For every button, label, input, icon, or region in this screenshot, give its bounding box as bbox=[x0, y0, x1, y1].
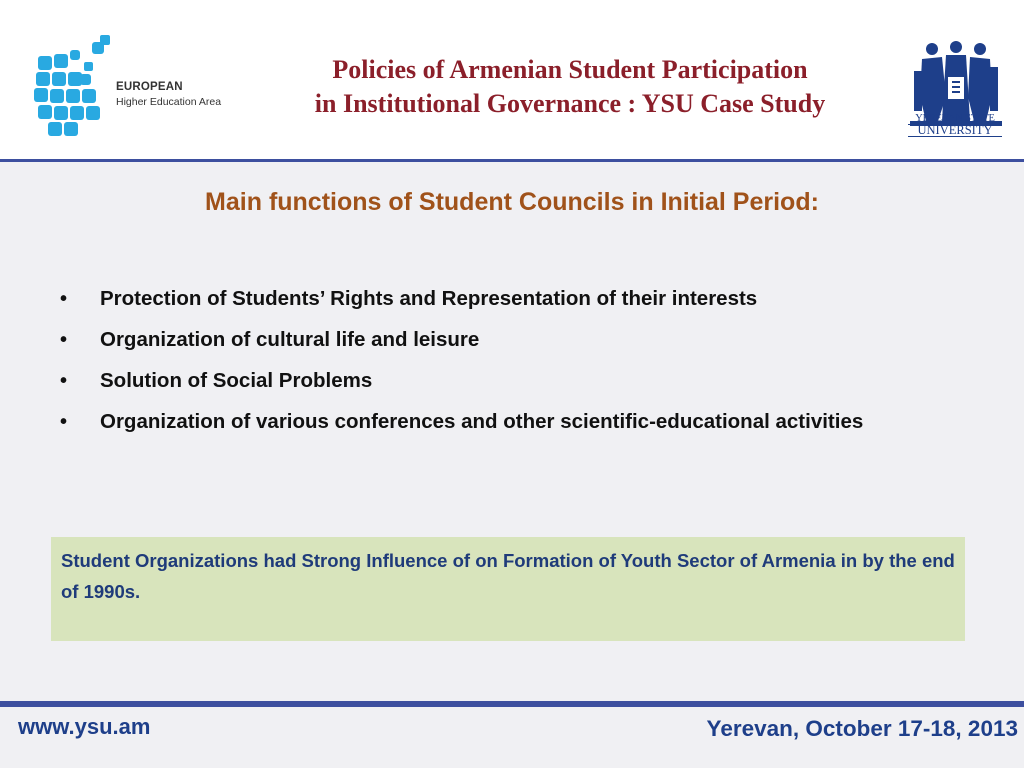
footer-location-date: Yerevan, October 17-18, 2013 bbox=[706, 716, 1018, 741]
section-heading: Main functions of Student Councils in Initial Period: bbox=[205, 188, 819, 216]
footer-website: www.ysu.am bbox=[18, 714, 151, 739]
slide-title-line-2: in Institutional Governance : YSU Case Study bbox=[314, 89, 826, 118]
footer-divider bbox=[0, 701, 1024, 707]
bullet-dot-icon: • bbox=[60, 329, 68, 351]
bullet-text: Solution of Social Problems bbox=[100, 369, 373, 392]
ehea-logo-line-1: EUROPEAN bbox=[116, 81, 183, 93]
callout-box: Student Organizations had Strong Influence of on Formation of Youth Sector of Armenia in by the end of 1990s. bbox=[51, 537, 965, 641]
ehea-logo-text bbox=[116, 80, 221, 110]
bullet-item bbox=[56, 405, 936, 439]
ysu-name-line-1: YEREVAN STATE bbox=[915, 113, 995, 124]
ehea-puzzle-logo-icon bbox=[32, 32, 118, 142]
ysu-name-line-2: UNIVERSITY bbox=[908, 124, 1002, 137]
slide-title-line-1: Policies of Armenian Student Participation bbox=[332, 55, 808, 84]
slide-header bbox=[0, 0, 1024, 160]
bullet-text: Organization of cultural life and leisure bbox=[100, 328, 480, 351]
bullet-dot-icon: • bbox=[60, 288, 68, 310]
bullet-item bbox=[56, 282, 936, 316]
bullet-item bbox=[56, 323, 936, 357]
bullet-list bbox=[56, 282, 936, 446]
ehea-logo-line-2: Higher Education Area bbox=[116, 96, 222, 108]
slide-title bbox=[250, 53, 890, 121]
bullet-text: Protection of Students’ Rights and Representation of their interests bbox=[100, 287, 758, 310]
bullet-dot-icon: • bbox=[60, 370, 68, 392]
header-divider bbox=[0, 159, 1024, 162]
ysu-university-name bbox=[908, 113, 1002, 137]
bullet-item bbox=[56, 364, 936, 398]
bullet-dot-icon: • bbox=[60, 411, 68, 433]
bullet-text: Organization of various conferences and other scientific-educational activities bbox=[100, 410, 864, 433]
